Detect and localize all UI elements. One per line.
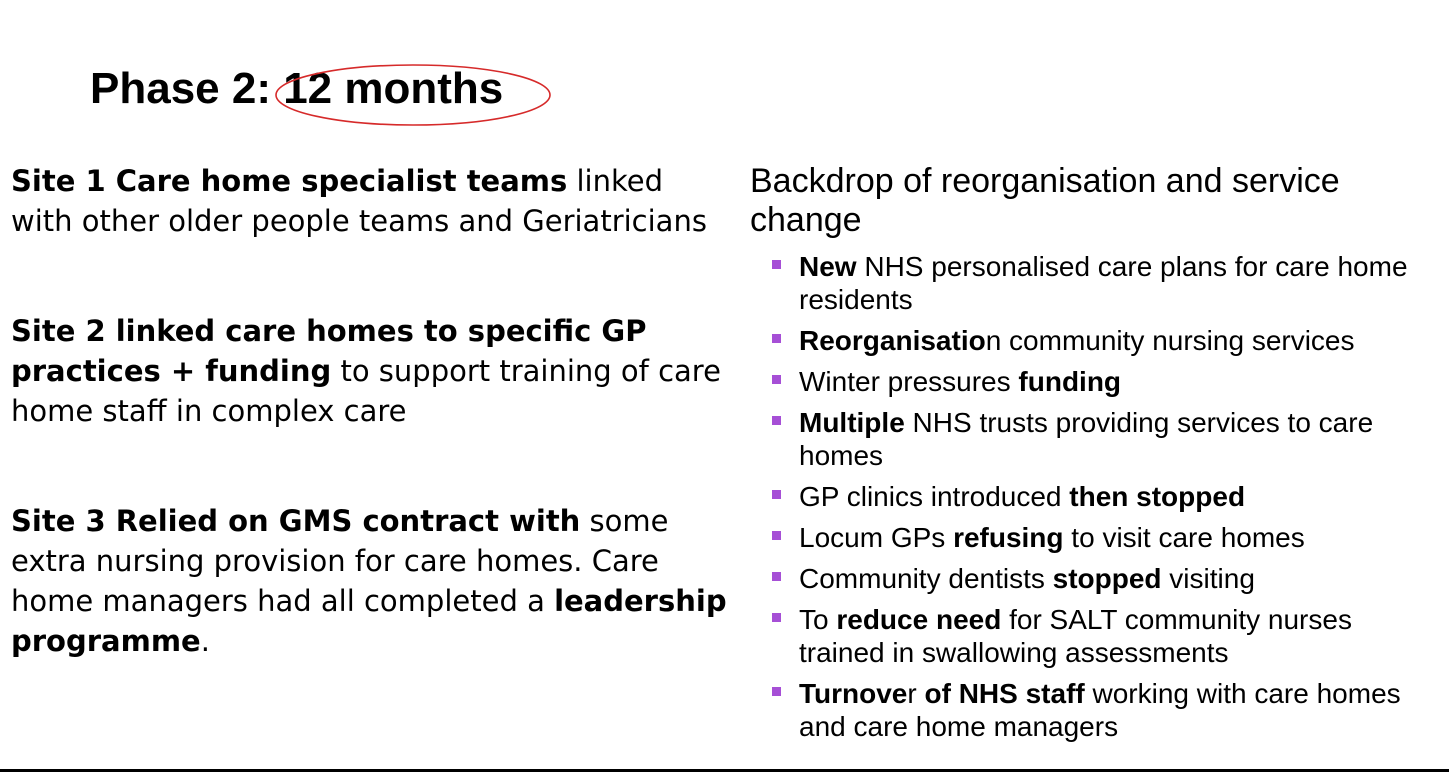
bold-text: stopped (1052, 563, 1162, 594)
list-item (770, 603, 1410, 669)
bold-text: reduce need (836, 604, 1002, 635)
list-item (770, 250, 1410, 316)
bullet-square-icon (772, 416, 781, 425)
bullet-square-icon (772, 375, 781, 384)
bold-text: Turnove (799, 678, 908, 709)
list-item (770, 521, 1410, 554)
list-item (770, 677, 1410, 743)
bold-text: Reorganisatio (799, 325, 986, 356)
list-item (770, 562, 1410, 595)
bold-text: refusing (953, 522, 1064, 553)
text-run: NHS personalised care plans for care home residents (799, 251, 1408, 315)
backdrop-heading: Backdrop of reorganisation and service change (750, 162, 1340, 239)
bold-text: New (799, 251, 857, 282)
text-run: r (907, 678, 925, 709)
list-item (770, 365, 1410, 398)
bold-text: funding (1018, 366, 1122, 397)
bold-text: Site 2 linked care homes to specific GP practices + funding (11, 314, 647, 388)
bold-text: leadership programme (11, 584, 727, 658)
text-run: some extra nursing provision for care homes. Care home managers had all completed a (11, 504, 669, 618)
backdrop-list (770, 250, 1410, 751)
list-item (770, 406, 1410, 472)
bullet-square-icon (772, 572, 781, 581)
slide-title: Phase 2: 12 months (90, 64, 504, 113)
text-run: to visit care homes (1063, 522, 1305, 553)
bullet-square-icon (772, 260, 781, 269)
text-run: GP clinics introduced (799, 481, 1070, 512)
bold-text: then stopped (1069, 481, 1246, 512)
bold-text: of NHS staff (924, 678, 1085, 709)
bullet-square-icon (772, 334, 781, 343)
site-2-text (11, 311, 731, 431)
text-run: linked with other older people teams and Geriatricians (11, 164, 707, 238)
text-run: for SALT community nurses trained in swallowing assessments (799, 604, 1352, 668)
bullet-square-icon (772, 490, 781, 499)
text-run: To (799, 604, 837, 635)
text-run: visiting (1161, 563, 1255, 594)
site-1-text (11, 161, 731, 241)
text-run: NHS trusts providing services to care homes (799, 407, 1374, 471)
list-item (770, 324, 1410, 357)
site-3-text (11, 501, 731, 661)
bullet-square-icon (772, 687, 781, 696)
text-run: Community dentists (799, 563, 1053, 594)
bold-text: Site 3 Relied on GMS contract with (11, 504, 581, 538)
list-item (770, 480, 1410, 513)
text-run: n community nursing services (985, 325, 1355, 356)
bold-text: Site 1 Care home specialist teams (11, 164, 568, 198)
bold-text: Multiple (799, 407, 905, 438)
bullet-square-icon (772, 613, 781, 622)
text-run: to support training of care home staff in complex care (11, 354, 721, 428)
text-run: Locum GPs (799, 522, 954, 553)
text-run: working with care homes and care home managers (799, 678, 1401, 742)
bullet-square-icon (772, 531, 781, 540)
highlight-circle (272, 60, 554, 130)
text-run: Winter pressures (799, 366, 1019, 397)
text-run: . (200, 624, 210, 658)
